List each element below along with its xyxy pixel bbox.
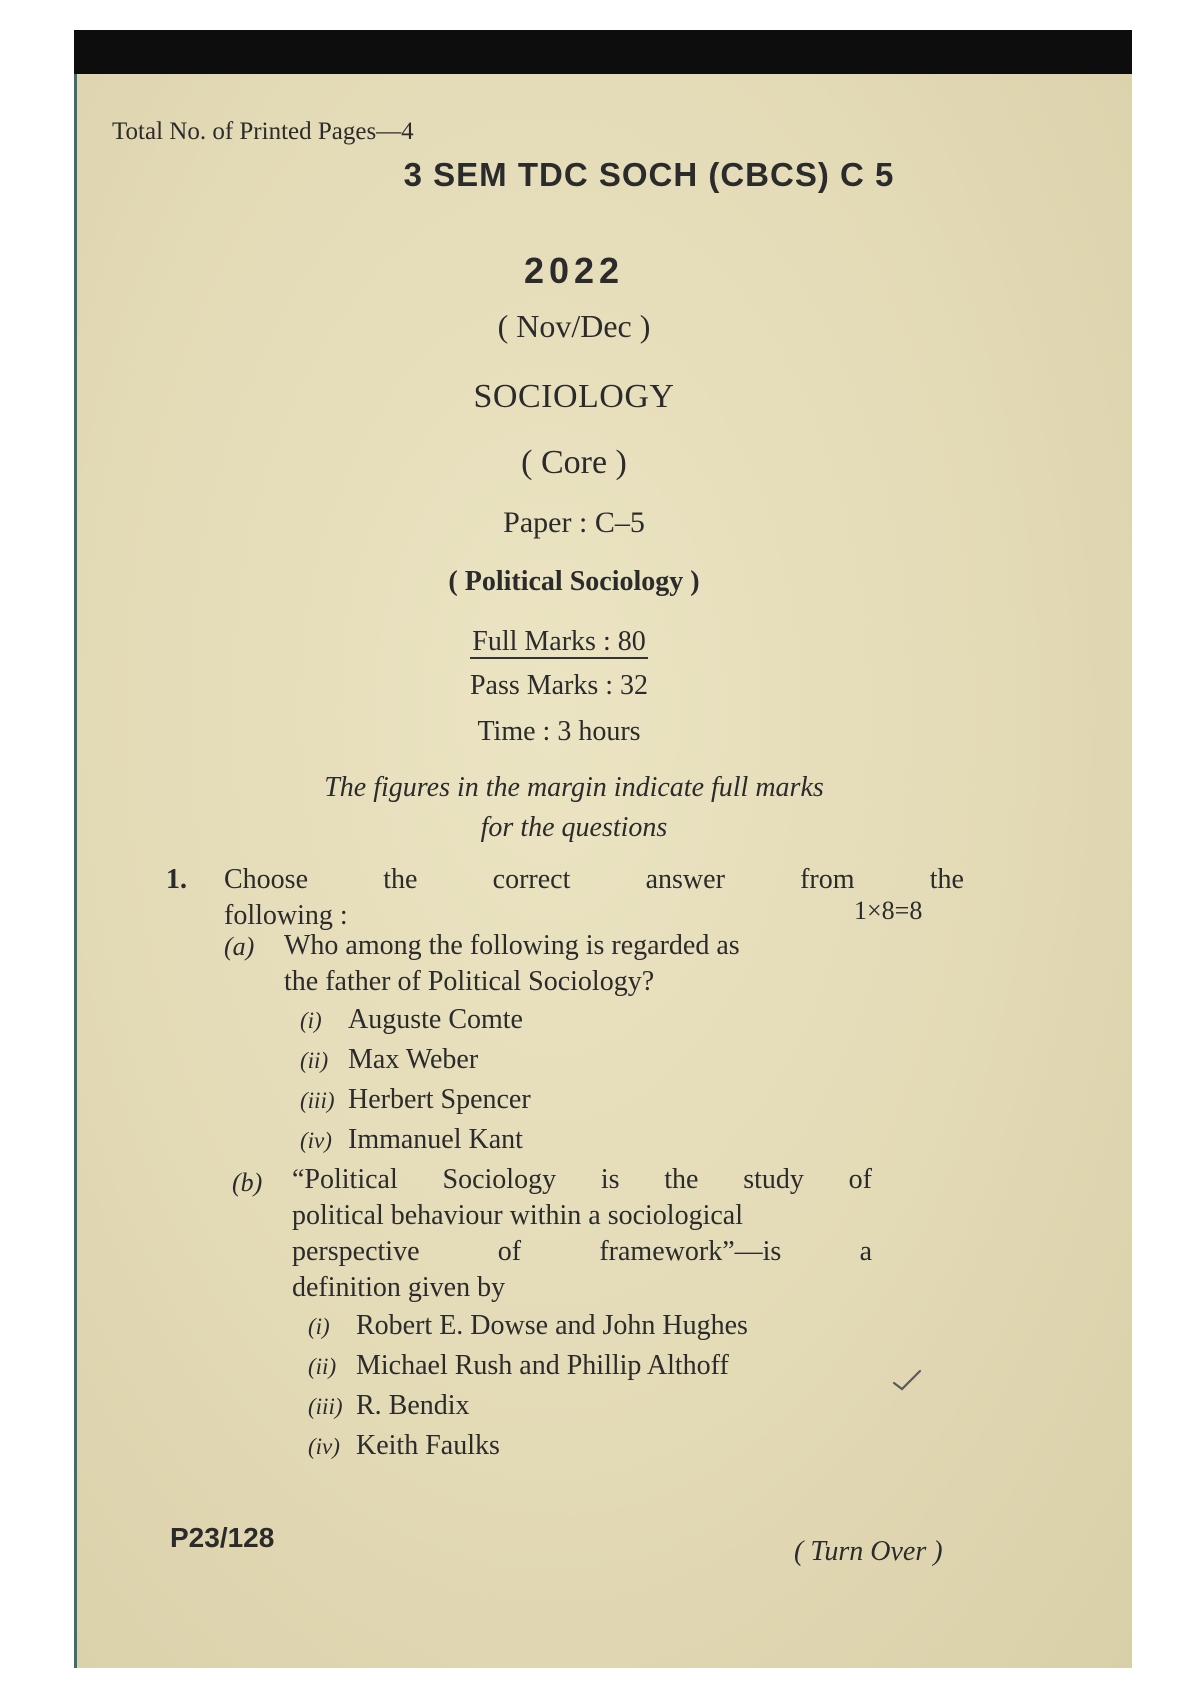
option-text: Michael Rush and Phillip Althoff <box>356 1350 729 1381</box>
prompt-word: answer <box>645 864 725 895</box>
part-a-label: (a) <box>224 932 255 961</box>
text-word: study <box>743 1164 804 1195</box>
question-prompt-line-2: following : <box>224 900 348 931</box>
paper-number: Paper : C–5 <box>503 506 645 539</box>
text-word: of <box>497 1236 522 1267</box>
part-b-label: (b) <box>232 1168 263 1197</box>
part-b-text-line-4: definition given by <box>292 1272 506 1303</box>
option-text: Herbert Spencer <box>348 1084 531 1115</box>
part-b-text-line-3 <box>292 1236 872 1268</box>
top-dark-band <box>74 30 1132 74</box>
question-prompt-line-1 <box>224 864 964 896</box>
question-number: 1. <box>166 864 187 895</box>
option-numeral: (i) <box>308 1314 330 1339</box>
paper-title: ( Political Sociology ) <box>448 566 700 597</box>
text-word: a <box>859 1236 872 1267</box>
part-b-text-line-1 <box>292 1164 872 1196</box>
part-a-option <box>300 1124 523 1156</box>
text-word: Sociology <box>442 1164 557 1195</box>
option-text: Immanuel Kant <box>348 1124 523 1155</box>
exam-year: 2022 <box>523 250 625 291</box>
full-marks-text: Full Marks : 80 <box>472 626 646 657</box>
text-word: the <box>664 1164 699 1195</box>
option-numeral: (ii) <box>300 1048 329 1073</box>
left-edge-line <box>74 74 77 1668</box>
exam-time: Time : 3 hours <box>477 716 641 747</box>
pen-tick-mark-icon <box>892 1367 922 1393</box>
printed-pages-count: Total No. of Printed Pages—4 <box>112 118 414 145</box>
instruction-line-1: The figures in the margin indicate full marks <box>324 772 824 803</box>
full-marks <box>386 626 732 658</box>
part-b-option <box>308 1310 748 1342</box>
turn-over-note: ( Turn Over ) <box>794 1536 943 1567</box>
part-b-option <box>308 1390 470 1422</box>
course-type: ( Core ) <box>521 444 627 481</box>
option-text: Keith Faulks <box>356 1430 500 1461</box>
question-marks: 1×8=8 <box>854 896 923 925</box>
text-word: of <box>848 1164 872 1195</box>
option-text: Max Weber <box>348 1044 479 1075</box>
part-b-text-line-2: political behaviour within a sociological <box>292 1200 743 1231</box>
option-numeral: (i) <box>300 1008 322 1033</box>
option-text: Auguste Comte <box>348 1004 523 1035</box>
option-numeral: (iv) <box>308 1434 340 1459</box>
option-numeral: (iii) <box>300 1088 335 1113</box>
part-a-text-line-1: Who among the following is regarded as <box>284 930 740 961</box>
option-numeral: (ii) <box>308 1354 337 1379</box>
text-word: framework”—is <box>599 1236 782 1267</box>
prompt-word: correct <box>492 864 571 895</box>
part-b-option <box>308 1350 729 1382</box>
option-text: Robert E. Dowse and John Hughes <box>356 1310 748 1341</box>
option-text: R. Bendix <box>356 1390 470 1421</box>
pass-marks: Pass Marks : 32 <box>469 670 649 701</box>
subject-title: SOCIOLOGY <box>473 378 675 415</box>
prompt-word: Choose <box>224 864 308 895</box>
part-a-text-line-2: the father of Political Sociology? <box>284 966 655 997</box>
exam-code: 3 SEM TDC SOCH (CBCS) C 5 <box>403 156 895 193</box>
prompt-word: the <box>383 864 418 895</box>
option-numeral: (iv) <box>300 1128 332 1153</box>
text-word: perspective <box>292 1236 420 1267</box>
option-numeral: (iii) <box>308 1394 343 1419</box>
exam-paper-sheet <box>74 74 1132 1668</box>
part-a-option <box>300 1084 531 1116</box>
paper-code: P23/128 <box>170 1522 275 1553</box>
text-word: is <box>600 1164 620 1195</box>
instruction-line-2: for the questions <box>480 812 668 843</box>
part-b-option <box>308 1430 500 1462</box>
text-word: “Political <box>292 1164 398 1195</box>
exam-session: ( Nov/Dec ) <box>497 308 651 344</box>
part-a-option <box>300 1044 478 1076</box>
prompt-word: the <box>929 864 964 895</box>
prompt-word: from <box>800 864 855 895</box>
part-a-option <box>300 1004 523 1036</box>
